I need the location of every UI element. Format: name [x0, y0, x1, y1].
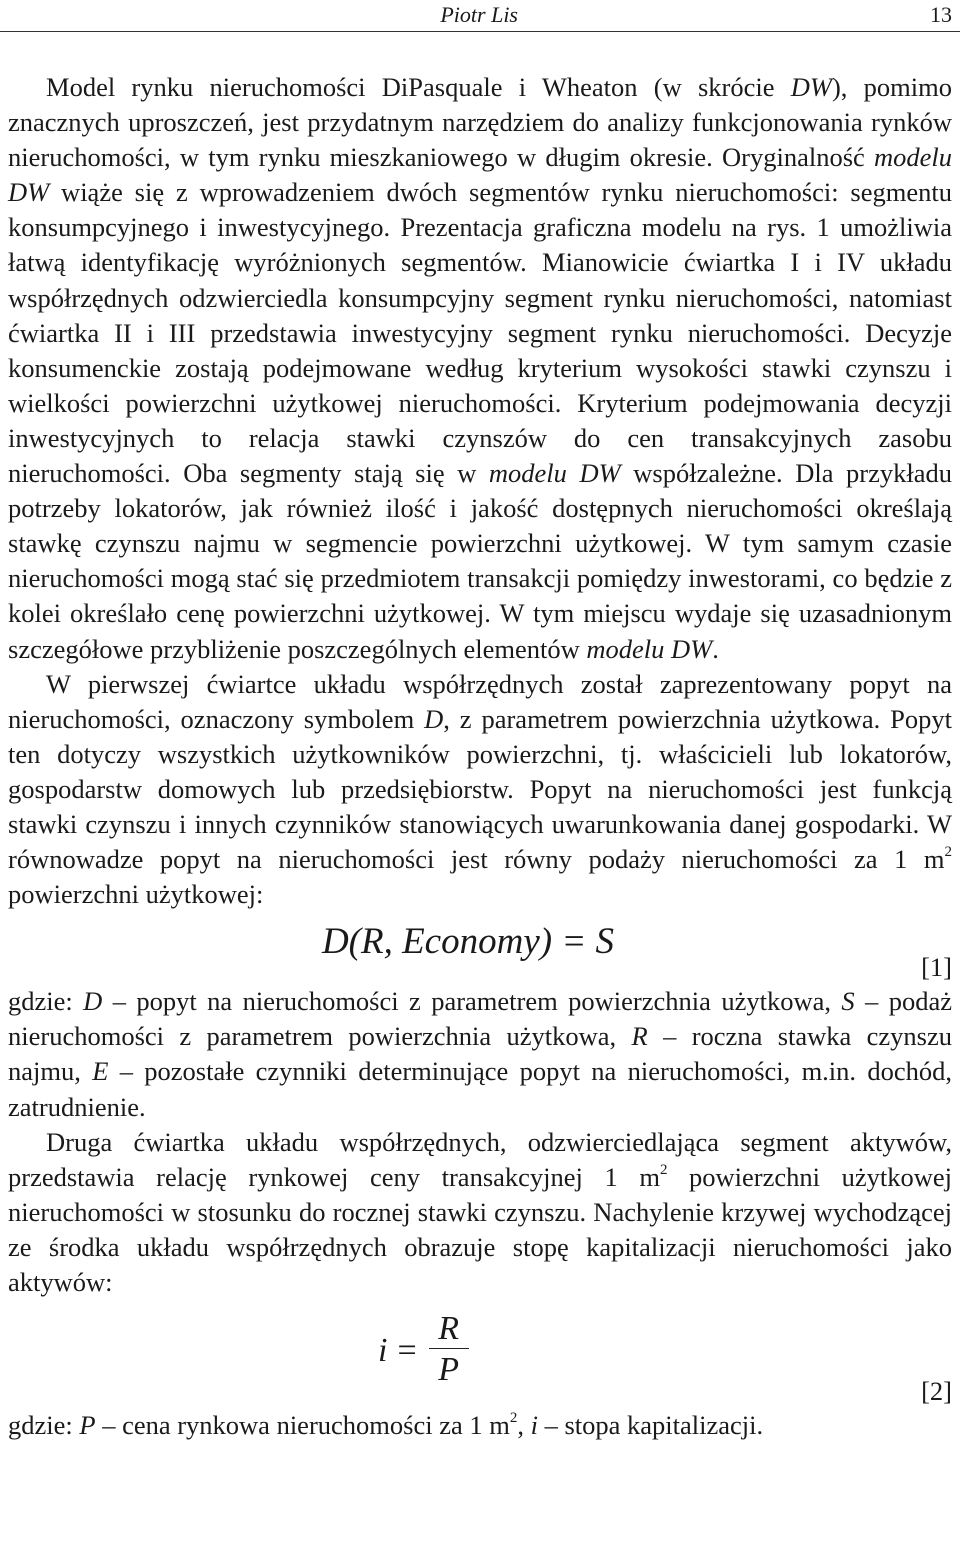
- text-span: – popyt na nieruchomości z parametrem powierzchnia użytkowa,: [102, 986, 842, 1017]
- paragraph-1: [8, 70, 952, 667]
- page-header: [0, 0, 960, 34]
- paragraph-2: [8, 667, 952, 913]
- equation-1-expression: D(R, Economy) = S: [321, 921, 615, 963]
- text-span: – roczna stawka czynszu najmu,: [8, 1021, 953, 1087]
- text-span: gdzie:: [8, 1410, 80, 1441]
- text-span: .: [712, 633, 719, 664]
- text-span: powierzchni użytkowej nieruchomości w stosunku do rocznej stawki czynszu. Nachylenie krzywej wychodzącej ze środka układu współrzędnych obrazuje stopę kapitalizacji nieruchomości jako aktywów:: [8, 1161, 952, 1297]
- italic-term: modelu DW: [8, 142, 952, 208]
- paragraph-5: [8, 1408, 952, 1443]
- italic-term: modelu DW: [586, 633, 713, 664]
- text-span: współzależne. Dla przykładu potrzeby lokatorów, jak również ilość i jakość dostępnych nieruchomości określają stawkę czynszu najmu w segmencie powierzchni użytkowej. W tym samym czasie nieruchomości mogą stać się przedmiotem transakcji pomiędzy inwestorami, co będzie z kolei określało cenę powierzchni użytkowej. W tym miejscu wydaje się uzasadnionym szczegółowe przybliżenie poszczególnych elementów: [8, 458, 952, 664]
- italic-symbol: S: [841, 986, 855, 1017]
- equation-1-number: [1]: [921, 952, 952, 983]
- fraction: [429, 1310, 469, 1391]
- italic-symbol: D: [424, 703, 444, 734]
- text-span: ), pomimo znacznych uproszczeń, jest przydatnym narzędziem do analizy funkcjonowania rynków nieruchomości, w tym rynku mieszkaniowego w długim okresie. Oryginalność: [8, 72, 952, 173]
- running-head-author: Piotr Lis: [440, 2, 518, 27]
- text-span: – stopa kapitalizacji.: [537, 1410, 764, 1441]
- equation-2-number: [2]: [921, 1376, 952, 1407]
- superscript: 2: [659, 1161, 668, 1178]
- text-span: , z parametrem powierzchnia użytkowa. Popyt ten dotyczy wszystkich użytkowników powierzchni, tj. właścicieli lub lokatorów, gospodarstw domowych lub przedsiębiorstw. Popyt na nieruchomości jest funkcją stawki czynszu i innych czynników stanowiących uwarunkowania danej gospodarki. W równowadze popyt na nieruchomości jest równy podaży nieruchomości za 1 m: [8, 703, 952, 875]
- text-span: – podaż nieruchomości z parametrem powierzchnia użytkowa,: [8, 986, 952, 1052]
- page-body: [8, 70, 952, 1443]
- text-span: – pozostałe czynniki determinujące popyt na nieruchomości, m.in. dochód, zatrudnienie.: [8, 1056, 952, 1122]
- text-span: ,: [517, 1410, 531, 1441]
- paragraph-4: [8, 1125, 952, 1300]
- italic-symbol: R: [631, 1021, 648, 1052]
- italic-term: DW: [790, 72, 832, 102]
- superscript: 2: [509, 1410, 518, 1427]
- equation-2: [8, 1300, 952, 1408]
- superscript: 2: [944, 844, 952, 861]
- equation-1: [8, 912, 952, 984]
- text-span: – cena rynkowa nieruchomości za 1 m: [95, 1410, 510, 1441]
- italic-term: modelu DW: [488, 458, 621, 489]
- italic-symbol: D: [83, 986, 103, 1017]
- text-span: Druga ćwiartka układu współrzędnych, odzwierciedlająca segment aktywów, przedstawia relację rynkowej ceny transakcyjnej 1 m: [8, 1126, 952, 1192]
- page-number: 13: [930, 2, 952, 27]
- header-rule: [0, 31, 960, 32]
- equals-sign: =: [397, 1331, 417, 1369]
- italic-symbol: P: [79, 1410, 96, 1441]
- paragraph-3: [8, 984, 952, 1124]
- text-span: W pierwszej ćwiartce układu współrzędnych został zaprezentowany popyt na nieruchomości, oznaczony symbolem: [8, 668, 952, 734]
- text-span: wiąże się z wprowadzeniem dwóch segmentów rynku nieruchomości: segmentu konsumpcyjnego i inwestycyjnego. Prezentacja graficzna modelu na rys. 1 umożliwia łatwą identyfikację wyróżnionych segmentów. Mianowicie ćwiartka I i IV układu współrzędnych odzwierciedla konsumpcyjny segment rynku nieruchomości, natomiast ćwiartka II i III przedstawia inwestycyjny segment rynku nieruchomości. Decyzje konsumenckie zostają podejmowane według kryterium wysokości stawki czynszu i wielkości powierzchni użytkowej nieruchomości. Kryterium podejmowania decyzji inwestycyjnych to relacja stawki czynszów do cen transakcyjnych zasobu nieruchomości. Oba segmenty stają się w: [8, 177, 952, 489]
- text-span: Model rynku nieruchomości DiPasquale i Wheaton (w skrócie: [46, 72, 791, 102]
- text-span: gdzie:: [8, 986, 84, 1017]
- italic-symbol: i: [530, 1410, 538, 1441]
- fraction-numerator: R: [438, 1310, 460, 1348]
- italic-symbol: E: [92, 1056, 109, 1087]
- text-span: powierzchni użytkowej:: [8, 879, 264, 910]
- equation-2-lhs: i: [378, 1331, 388, 1369]
- fraction-denominator: P: [438, 1351, 460, 1389]
- equation-2-expression: [378, 1310, 469, 1391]
